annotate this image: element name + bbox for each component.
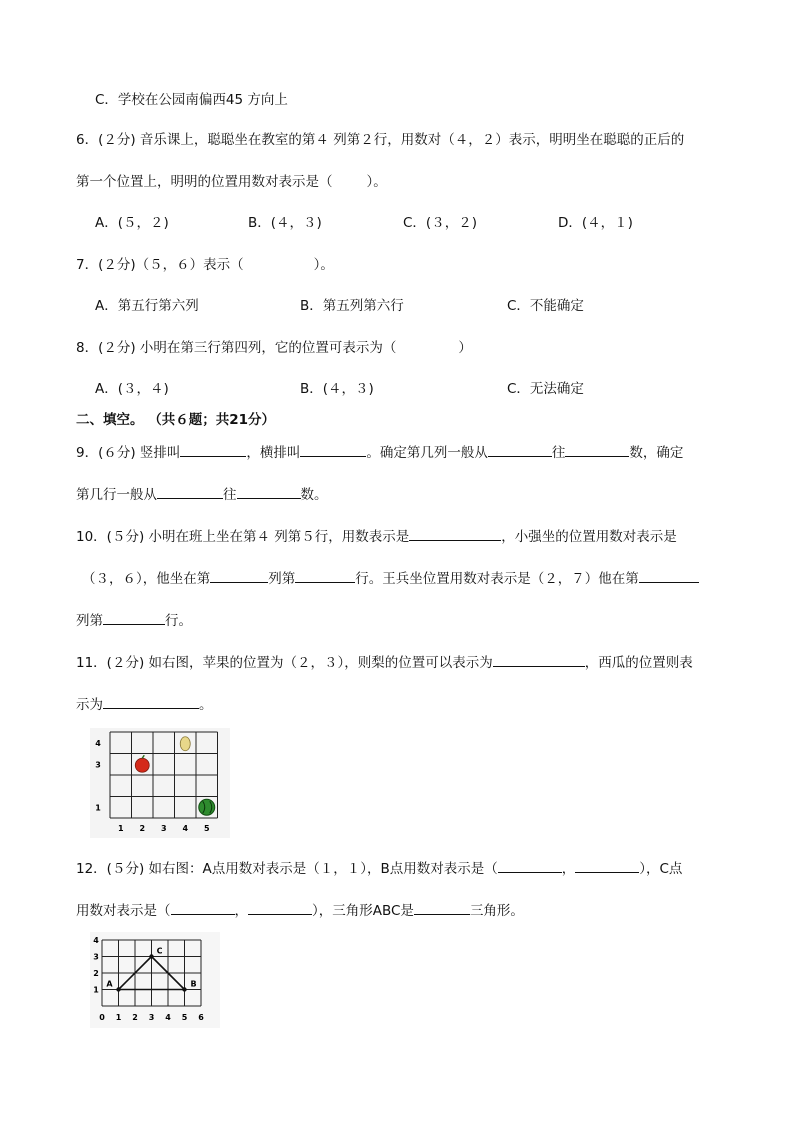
vertex-label-b: B	[190, 979, 197, 989]
q10-line1	[76, 526, 677, 547]
q10-text-5: 行。王兵坐位置用数对表示是（２，７）他在第	[355, 571, 639, 587]
q9-text-2: ，横排叫	[246, 445, 301, 461]
q10-blank-5[interactable]	[103, 610, 165, 625]
q11-blank-1[interactable]	[493, 652, 585, 667]
triangle-vertex	[149, 954, 153, 958]
q9-line1	[76, 442, 683, 463]
q10-blank-3[interactable]	[295, 568, 355, 583]
q9-blank-1[interactable]	[180, 442, 246, 457]
x-axis-label: 4	[182, 824, 189, 833]
q9-text-1: 9．(６分) 竖排叫	[76, 445, 181, 461]
y-axis-label: 1	[95, 803, 101, 813]
y-axis-label: 4	[93, 936, 99, 945]
q9-text-6: 第几行一般从	[76, 487, 157, 503]
x-axis-label: 2	[132, 1013, 138, 1022]
q9-blank-6[interactable]	[237, 484, 301, 499]
q10-text-1: 10．(５分) 小明在班上坐在第４ 列第５行，用数表示是	[76, 529, 410, 545]
q11-line1	[76, 652, 693, 673]
q12-text-7: 三角形。	[469, 903, 524, 919]
q11-text-1: 11．(２分) 如右图，苹果的位置为（２，３），则梨的位置可以表示为	[76, 655, 493, 671]
x-axis-label: 3	[160, 824, 167, 833]
q10-blank-1[interactable]	[409, 526, 501, 541]
q10-line3	[76, 610, 192, 631]
x-axis-label: 1	[117, 824, 124, 833]
q8-paren-end: ）	[458, 340, 472, 356]
q7-text: 7．(２分)（５，６）表示（	[76, 257, 244, 273]
y-axis-label: 3	[93, 952, 99, 962]
triangle-vertex	[116, 987, 120, 991]
x-axis-label: 5	[203, 824, 210, 833]
q7-option-a[interactable]: A．第五行第六列	[95, 298, 199, 314]
q9-blank-5[interactable]	[157, 484, 223, 499]
section-heading: 二、填空。 （共６题；共21分）	[76, 412, 275, 428]
q12-text-2: ，	[561, 861, 576, 877]
q10-blank-4[interactable]	[639, 568, 699, 583]
q9-text-8: 数。	[300, 487, 328, 503]
x-axis-label: 4	[165, 1013, 171, 1022]
q7-option-b[interactable]: B．第五列第六行	[300, 298, 404, 314]
pear-icon	[180, 737, 190, 751]
q12-line1	[76, 858, 682, 879]
q12-blank-2[interactable]	[575, 858, 639, 873]
q6-paren-end: ）。	[366, 174, 387, 190]
q10-text-7: 行。	[165, 613, 192, 629]
q9-text-3: 。确定第几列一般从	[366, 445, 488, 461]
q6-text: 第一个位置上，明明的位置用数对表示是（	[76, 174, 333, 190]
x-axis-label: 2	[139, 824, 146, 833]
q11-figure-bg	[90, 728, 230, 838]
q8-option-a[interactable]: A．(３，４)	[95, 381, 169, 397]
q11-text-2: ，西瓜的位置则表	[584, 655, 693, 671]
q8-option-b[interactable]: B．(４，３)	[300, 381, 374, 397]
q9-line2	[76, 484, 328, 505]
q9-text-4: 往	[551, 445, 566, 461]
q10-text-6: 列第	[76, 613, 103, 629]
q12-text-1: 12．(５分) 如右图：A点用数对表示是（１，１），B点用数对表示是（	[76, 861, 498, 877]
q9-blank-3[interactable]	[488, 442, 552, 457]
q11-fruit-grid	[90, 728, 230, 838]
q7-stem	[76, 255, 334, 275]
q10-text-2: ，小强坐的位置用数对表示是	[501, 529, 677, 545]
q6-option-b[interactable]: B．(４，３)	[248, 215, 322, 231]
q12-blank-1[interactable]	[498, 858, 562, 873]
q6-option-d[interactable]: D．(４，１)	[558, 215, 633, 231]
x-axis-label: 6	[198, 1013, 204, 1022]
q9-blank-4[interactable]	[565, 442, 629, 457]
q10-text-4: 列第	[268, 571, 296, 587]
q12-text-5: ，	[234, 903, 248, 919]
q12-triangle-grid	[90, 932, 220, 1028]
y-axis-label: 2	[93, 969, 99, 978]
q9-text-7: 往	[223, 487, 237, 503]
q5-option-c: C．学校在公园南偏西45 方向上	[95, 92, 288, 108]
x-axis-label: 1	[115, 1013, 122, 1022]
q9-text-5: 数，确定	[629, 445, 684, 461]
q11-blank-2[interactable]	[103, 694, 199, 709]
x-axis-label: 0	[99, 1013, 105, 1022]
q9-blank-2[interactable]	[300, 442, 366, 457]
q6-option-c[interactable]: C．(３，２)	[403, 215, 477, 231]
x-axis-label: 3	[148, 1013, 155, 1022]
q12-blank-5[interactable]	[414, 900, 470, 915]
q6-stem-line2	[76, 172, 387, 192]
q12-line2	[76, 900, 524, 921]
q11-text-3: 示为	[76, 697, 103, 713]
q8-stem	[76, 338, 472, 358]
q10-line2	[82, 568, 699, 589]
q12-blank-3[interactable]	[171, 900, 235, 915]
vertex-label-c: C	[156, 946, 163, 956]
q12-text-3: ），C点	[639, 861, 683, 877]
q7-option-c[interactable]: C．不能确定	[507, 298, 584, 314]
q8-option-c[interactable]: C．无法确定	[507, 381, 584, 397]
q12-text-6: ），三角形ABC是	[312, 903, 414, 919]
x-axis-label: 5	[181, 1013, 188, 1022]
q10-text-3: （３，６），他坐在第	[82, 571, 211, 587]
q10-blank-2[interactable]	[210, 568, 268, 583]
y-axis-label: 3	[95, 760, 101, 770]
apple-icon	[135, 758, 149, 772]
q8-text: 8．(２分) 小明在第三行第四列，它的位置可表示为（	[76, 340, 397, 356]
watermelon-icon	[199, 799, 215, 815]
vertex-label-a: A	[106, 979, 113, 989]
q6-option-a[interactable]: A．(５，２)	[95, 215, 169, 231]
q12-blank-4[interactable]	[248, 900, 312, 915]
y-axis-label: 4	[95, 738, 101, 748]
triangle-vertex	[182, 987, 186, 991]
q7-paren-end: ）。	[313, 257, 334, 273]
y-axis-label: 1	[93, 985, 99, 995]
q12-text-4: 用数对表示是（	[76, 903, 171, 919]
q6-stem: 6．(２分) 音乐课上，聪聪坐在教室的第４ 列第２行，用数对（４，２）表示，明明坐在聪聪的正后的	[76, 132, 685, 148]
q11-text-4: 。	[199, 697, 213, 713]
q11-line2	[76, 694, 213, 715]
